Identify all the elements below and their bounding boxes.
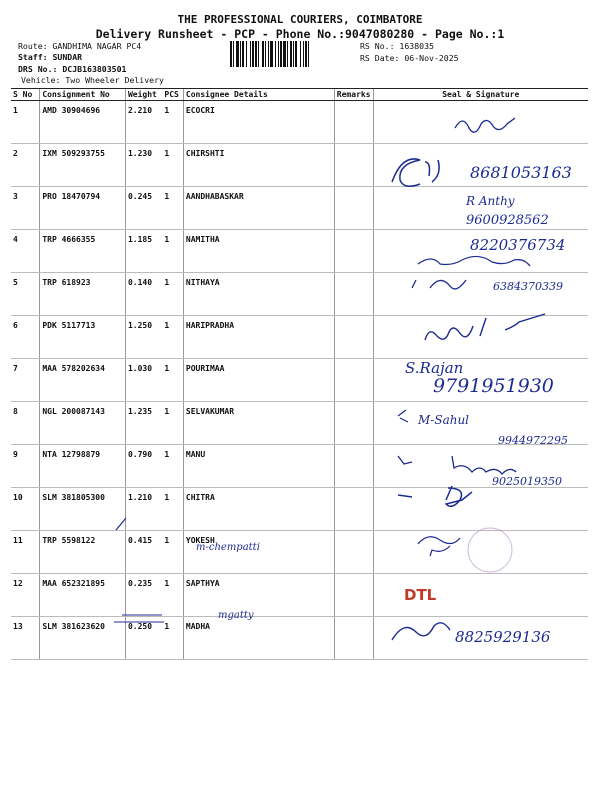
remarks-cell [334, 316, 373, 359]
consignee-cell: ECOCRI [183, 101, 334, 144]
drs-number: DRS No.: DCJB163803501 [18, 64, 127, 74]
barcode-bar [252, 41, 254, 67]
handwritten-phone-row10: 9025019350 [492, 475, 562, 488]
consignment-cell: MAA 652321895 [40, 574, 126, 617]
weight-cell: 0.140 [125, 273, 162, 316]
staff-label: Staff: SUNDAR [18, 52, 83, 62]
barcode-bar [308, 41, 309, 67]
handwritten-phone-row8: 9944972295 [498, 434, 568, 447]
pcs-cell: 1 [162, 273, 183, 316]
signature-cell [373, 101, 588, 144]
weight-cell: 1.230 [125, 144, 162, 187]
col-sno-header: S No [11, 89, 40, 101]
signature-cell [373, 273, 588, 316]
signature-cell [373, 574, 588, 617]
sno-cell: 6 [11, 316, 40, 359]
col-signature-header: Seal & Signature [373, 89, 588, 101]
consignment-cell: IXM 509293755 [40, 144, 126, 187]
pcs-cell: 1 [162, 574, 183, 617]
signature-cell [373, 230, 588, 273]
sno-cell: 5 [11, 273, 40, 316]
barcode-bar [230, 41, 232, 67]
sno-cell: 8 [11, 402, 40, 445]
handwritten-mark-row12: DTL [404, 586, 437, 604]
barcode-bar [293, 41, 294, 67]
table-row [11, 359, 588, 402]
rs-date: RS Date: 06-Nov-2025 [360, 53, 459, 63]
barcode-bar [240, 41, 241, 67]
barcode-bar [300, 41, 301, 67]
consignee-cell: POURIMAA [183, 359, 334, 402]
weight-cell: 0.790 [125, 445, 162, 488]
pcs-cell: 1 [162, 488, 183, 531]
weight-cell: 2.210 [125, 101, 162, 144]
remarks-cell [334, 273, 373, 316]
consignee-cell: YOKESH [183, 531, 334, 574]
remarks-cell [334, 488, 373, 531]
barcode-bar [290, 41, 292, 67]
table-row [11, 144, 588, 187]
sno-cell: 10 [11, 488, 40, 531]
barcode-bar [268, 41, 269, 67]
barcode-bar [305, 41, 307, 67]
table-header-row [11, 89, 588, 101]
pcs-cell: 1 [162, 316, 183, 359]
remarks-cell [334, 402, 373, 445]
sno-cell: 1 [11, 101, 40, 144]
col-consignment-header: Consignment No [40, 89, 126, 101]
barcode-bar [258, 41, 259, 67]
consignee-cell: HARIPRADHA [183, 316, 334, 359]
weight-cell: 0.415 [125, 531, 162, 574]
signature-cell [373, 316, 588, 359]
consignee-cell: AANDHABASKAR [183, 187, 334, 230]
consignee-cell: SELVAKUMAR [183, 402, 334, 445]
table-row [11, 531, 588, 574]
barcode-bar [278, 41, 279, 67]
consignment-cell: SLM 381623620 [40, 617, 126, 660]
table-row [11, 488, 588, 531]
table-row [11, 316, 588, 359]
signature-cell [373, 402, 588, 445]
consignment-cell: TRP 5598122 [40, 531, 126, 574]
consignment-cell: MAA 578202634 [40, 359, 126, 402]
table-row [11, 617, 588, 660]
remarks-cell [334, 144, 373, 187]
sno-cell: 3 [11, 187, 40, 230]
rs-number: RS No.: 1638035 [360, 41, 434, 51]
consignment-cell: PRO 18470794 [40, 187, 126, 230]
barcode-bar [262, 41, 264, 67]
remarks-cell [334, 187, 373, 230]
sno-cell: 9 [11, 445, 40, 488]
pcs-cell: 1 [162, 187, 183, 230]
handwritten-phone-row3: 9600928562 [466, 213, 549, 228]
runsheet-subtitle: Delivery Runsheet - PCP - Phone No.:9047080280 - Page No.:1 [95, 27, 505, 41]
vehicle-label: Vehicle: Two Wheeler Delivery [21, 75, 164, 85]
signature-cell [373, 144, 588, 187]
table-row [11, 187, 588, 230]
table-row [11, 273, 588, 316]
handwritten-phone-row7: 9791951930 [433, 375, 554, 397]
pcs-cell: 1 [162, 617, 183, 660]
consignment-cell: PDK 5117713 [40, 316, 126, 359]
col-consignee-header: Consignee Details [183, 89, 334, 101]
barcode-bar [295, 41, 297, 67]
weight-cell: 1.030 [125, 359, 162, 402]
sno-cell: 13 [11, 617, 40, 660]
pcs-cell: 1 [162, 230, 183, 273]
sno-cell: 4 [11, 230, 40, 273]
remarks-cell [334, 230, 373, 273]
barcode-bar [255, 41, 257, 67]
handwritten-note-row11: m-chempatti [196, 542, 260, 553]
pcs-cell: 1 [162, 445, 183, 488]
consignment-cell: TRP 4666355 [40, 230, 126, 273]
consignment-cell: SLM 381805300 [40, 488, 126, 531]
company-title: THE PROFESSIONAL COURIERS, COIMBATORE [177, 13, 423, 26]
sno-cell: 2 [11, 144, 40, 187]
remarks-cell [334, 531, 373, 574]
route-label: Route: GANDHIMA NAGAR PC4 [18, 41, 142, 51]
barcode-bar [270, 41, 273, 67]
barcode-bar [233, 41, 234, 67]
barcode-bar [265, 41, 266, 67]
sno-cell: 12 [11, 574, 40, 617]
pcs-cell: 1 [162, 101, 183, 144]
barcode-bar [287, 41, 288, 67]
runsheet-table [11, 88, 588, 660]
consignment-cell: NTA 12798879 [40, 445, 126, 488]
remarks-cell [334, 617, 373, 660]
barcode-image [230, 41, 356, 67]
barcode-bar [283, 41, 286, 67]
weight-cell: 0.250 [125, 617, 162, 660]
barcode-bar [303, 41, 304, 67]
pcs-cell: 1 [162, 359, 183, 402]
handwritten-name-row7: S.Rajan [405, 359, 464, 377]
col-remarks-header: Remarks [334, 89, 373, 101]
remarks-cell [334, 101, 373, 144]
signature-cell [373, 359, 588, 402]
handwritten-name-row8: M-Sahul [418, 413, 470, 427]
consignee-cell: CHITRA [183, 488, 334, 531]
handwritten-name-row3: R Anthy [466, 194, 515, 208]
handwritten-phone-row2: 8681053163 [470, 163, 572, 182]
weight-cell: 0.235 [125, 574, 162, 617]
handwritten-phone-row13: 8825929136 [455, 628, 551, 646]
table-row [11, 445, 588, 488]
barcode-bar [275, 41, 276, 67]
col-weight-header: Weight [125, 89, 162, 101]
consignee-cell: MANU [183, 445, 334, 488]
signature-cell [373, 488, 588, 531]
barcode-bar [250, 41, 251, 67]
weight-cell: 0.245 [125, 187, 162, 230]
consignee-cell: NAMITHA [183, 230, 334, 273]
pcs-cell: 1 [162, 402, 183, 445]
remarks-cell [334, 359, 373, 402]
remarks-cell [334, 445, 373, 488]
table-row [11, 574, 588, 617]
signature-cell [373, 531, 588, 574]
table-row [11, 402, 588, 445]
weight-cell: 1.185 [125, 230, 162, 273]
pcs-cell: 1 [162, 531, 183, 574]
handwritten-phone-row5: 6384370339 [493, 280, 563, 293]
barcode-bar [246, 41, 247, 67]
sno-cell: 11 [11, 531, 40, 574]
handwritten-note-row13: mgatty [218, 610, 254, 621]
weight-cell: 1.250 [125, 316, 162, 359]
table-row [11, 101, 588, 144]
consignee-cell: NITHAYA [183, 273, 334, 316]
signature-cell [373, 617, 588, 660]
sno-cell: 7 [11, 359, 40, 402]
weight-cell: 1.210 [125, 488, 162, 531]
signature-cell [373, 445, 588, 488]
consignment-cell: NGL 200087143 [40, 402, 126, 445]
consignee-cell: MADHA [183, 617, 334, 660]
col-pcs-header: PCS [162, 89, 183, 101]
pcs-cell: 1 [162, 144, 183, 187]
table-row [11, 230, 588, 273]
weight-cell: 1.235 [125, 402, 162, 445]
consignment-cell: AMD 30904696 [40, 101, 126, 144]
consignee-cell: SAPTHYA [183, 574, 334, 617]
consignee-cell: CHIRSHTI [183, 144, 334, 187]
remarks-cell [334, 574, 373, 617]
handwritten-phone-row4: 8220376734 [470, 236, 566, 254]
barcode-bar [280, 41, 282, 67]
signature-cell [373, 187, 588, 230]
consignment-cell: TRP 618923 [40, 273, 126, 316]
barcode-bar [242, 41, 244, 67]
barcode-bar [236, 41, 239, 67]
